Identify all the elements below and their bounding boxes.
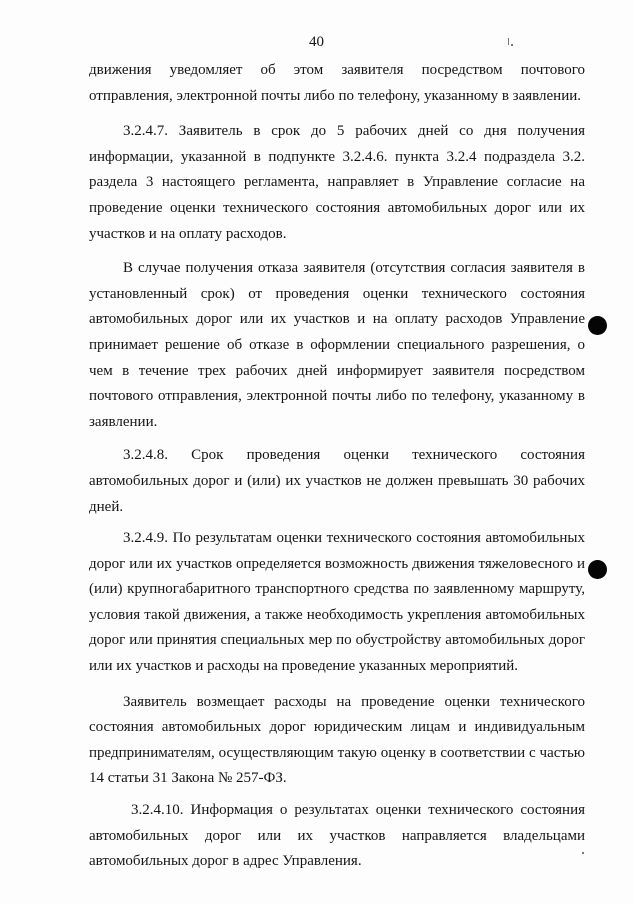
paragraph-3-2-4-9: 3.2.4.9. По результатам оценки технического состояния автомобильных дорог или их участков определяется возможность движения тяжеловесного и (или) крупногабаритного транспортного средства по заявленному маршруту, условия такой движения, а также необходимость укрепления автомобильных дорог или принятия специальных мер по обустройству автомобильных дорог или их участков и расходы на проведение указанных мероприятий. — [89, 530, 585, 675]
page-number: 40 — [309, 34, 324, 50]
paragraph-3-2-4-10: 3.2.4.10. Информация о результатах оценки технического состояния автомобильных дорог или их участков направляется владельцами автомобильных дорог в адрес Управления. — [89, 802, 585, 870]
paragraph-refusal: В случае получения отказа заявителя (отсутствия согласия заявителя в установленный срок) от проведения оценки технического состояния автомобильных дорог или их участков и на оплату расходов Управление принимает решение об отказе в оформлении специального разрешения, о чем в течение трех рабочих дней информирует заявителя посредством почтового отправления, электронной почты либо по телефону, указанному в заявлении. — [89, 260, 585, 430]
document-body — [89, 56, 585, 875]
paragraph-continuation: движения уведомляет об этом заявителя посредством почтового отправления, электронной почты либо по телефону, указанному в заявлении. — [89, 62, 585, 104]
paragraph-expenses: Заявитель возмещает расходы на проведение оценки технического состояния автомобильных дорог юридическим лицам и индивидуальным предпринимателям, осуществляющим такую оценку в соответствии с частью 14 статьи 31 Закона № 257-ФЗ. — [89, 693, 585, 787]
paragraph-3-2-4-7: 3.2.4.7. Заявитель в срок до 5 рабочих дней со дня получения информации, указанной в подпункте 3.2.4.6. пункта 3.2.4 подраздела 3.2. раздела 3 настоящего регламента, направляет в Управление согласие на проведение оценки технического состояния автомобильных дорог или их участков и на оплату расходов. — [89, 123, 585, 242]
scan-speck — [511, 44, 513, 46]
margin-punch-mark — [588, 560, 607, 579]
margin-punch-mark — [588, 316, 607, 335]
scan-speck — [508, 38, 509, 45]
paragraph-3-2-4-8: 3.2.4.8. Срок проведения оценки технического состояния автомобильных дорог и (или) их участков не должен превышать 30 рабочих дней. — [89, 447, 585, 515]
